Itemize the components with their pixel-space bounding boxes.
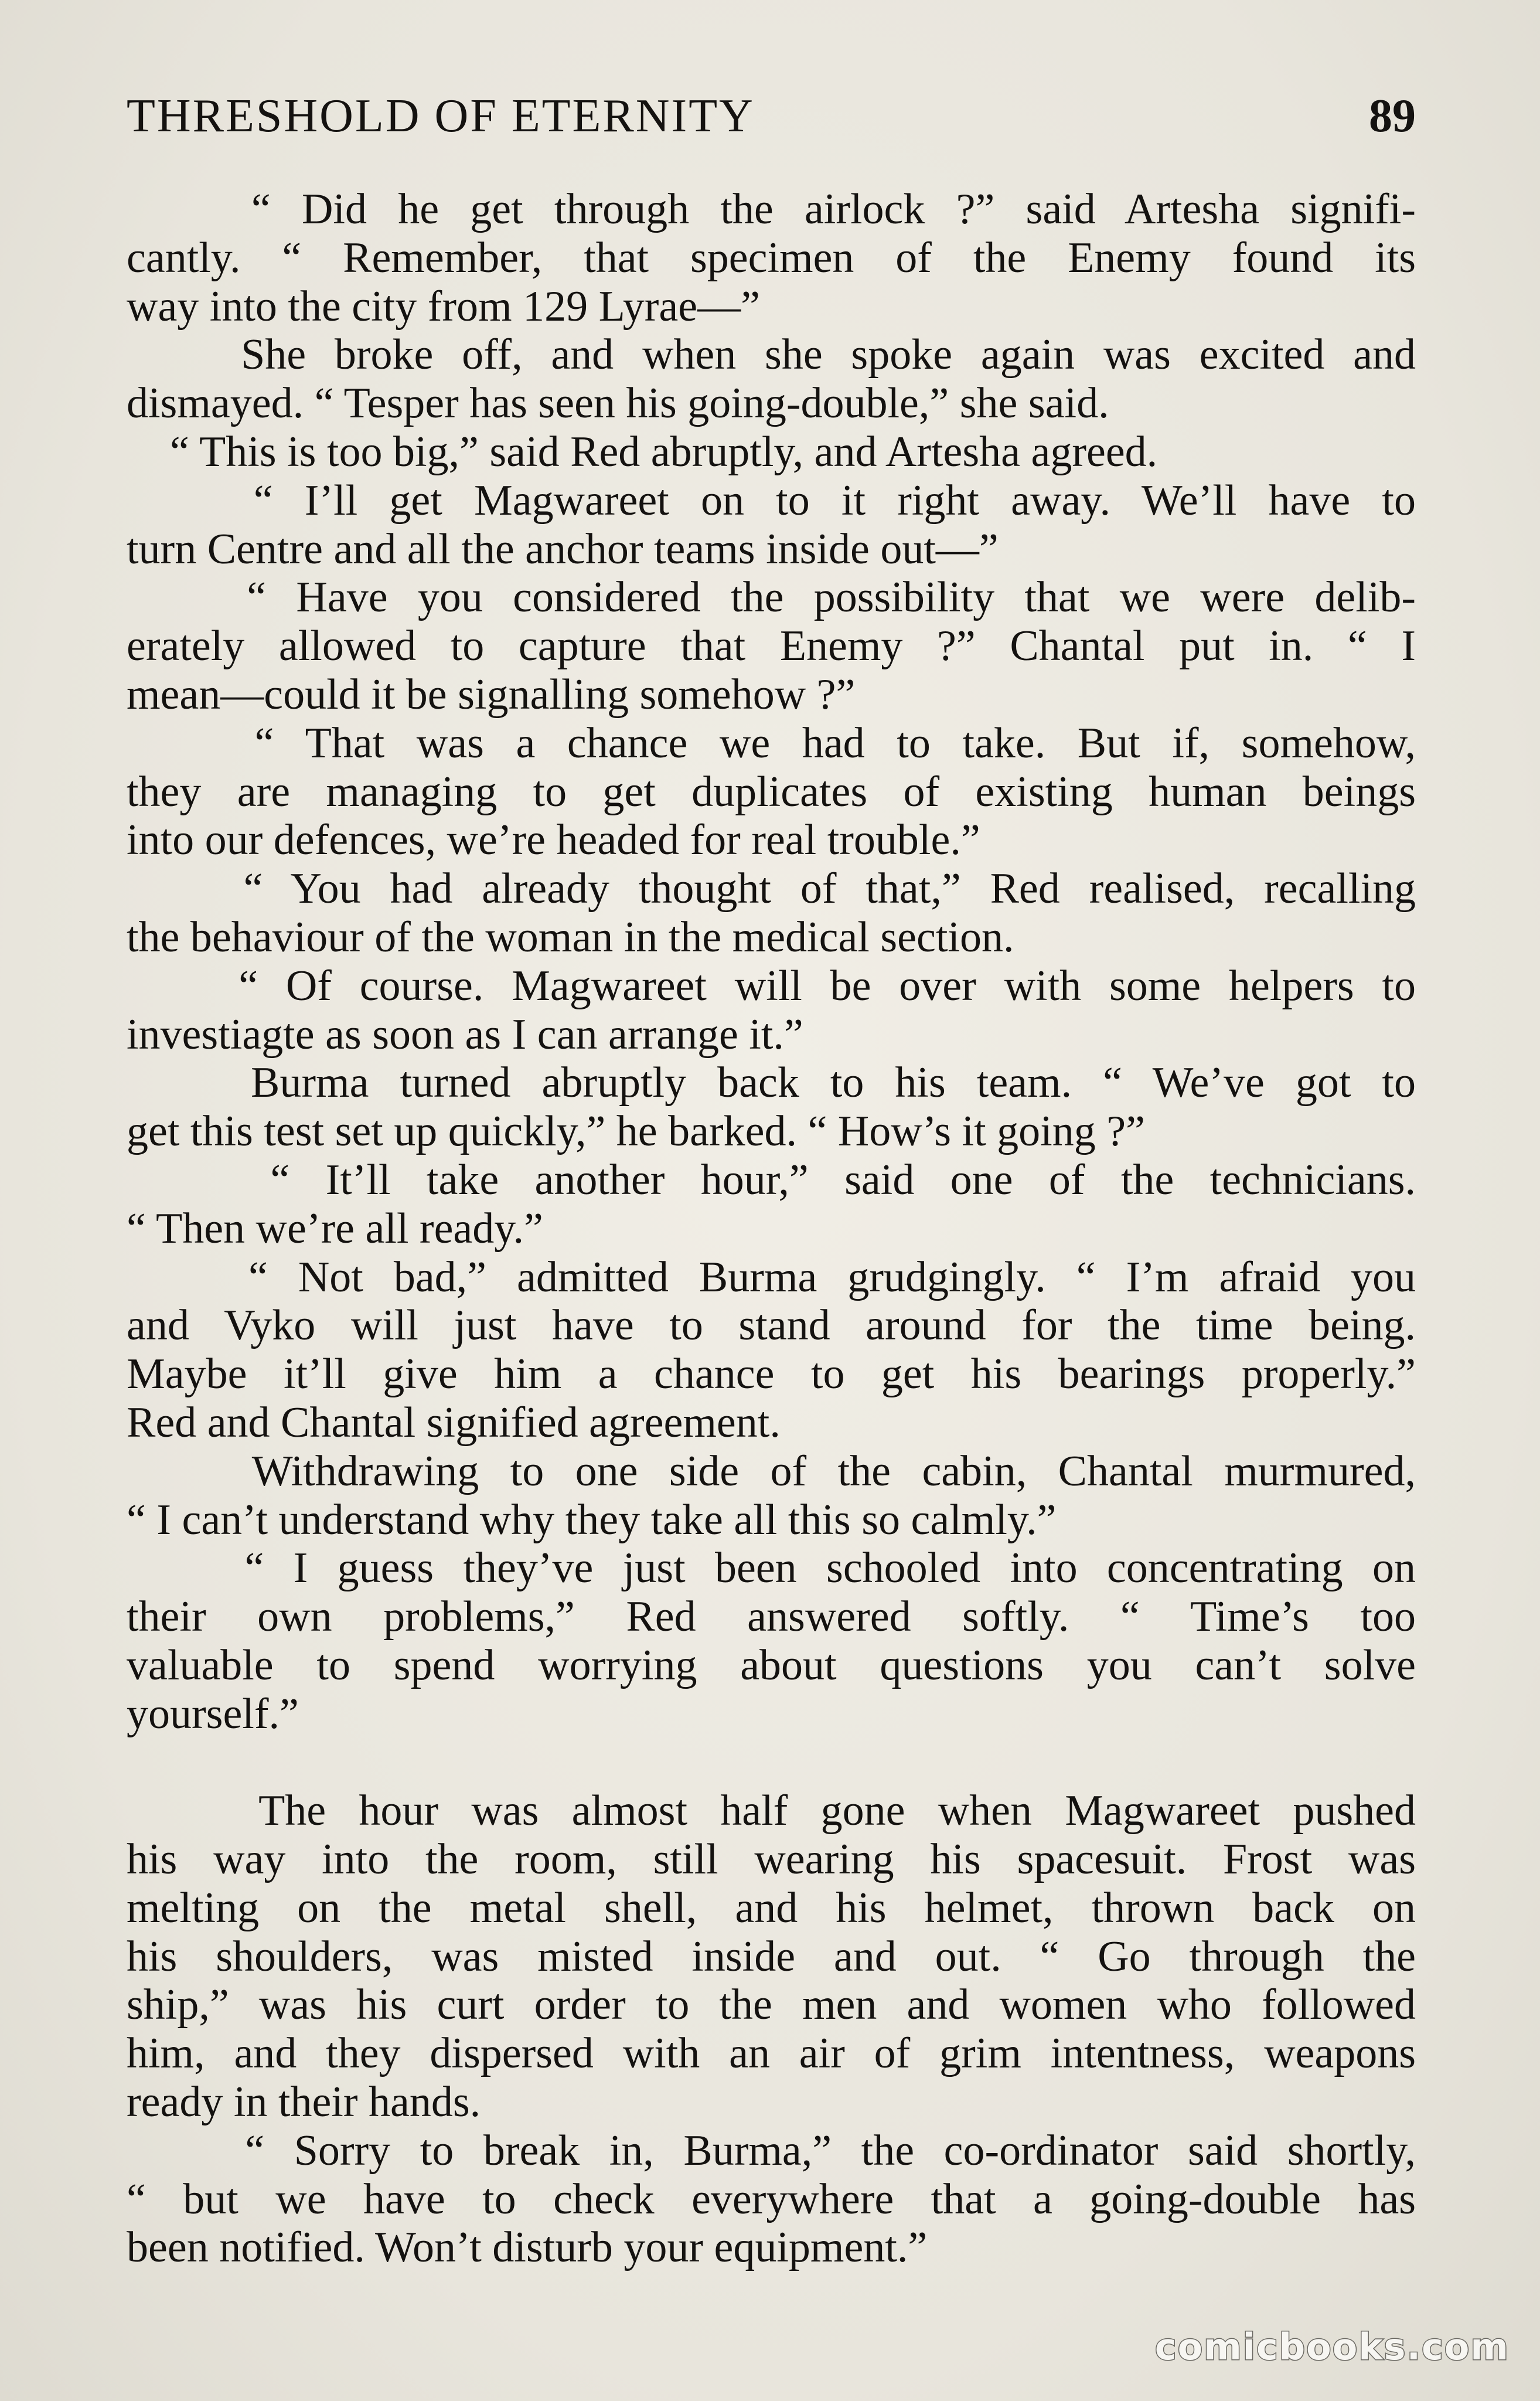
text-line: “ Not bad,” admitted Burma grudgingly. “ I’m afraid you	[127, 1253, 1416, 1301]
text-line: melting on the metal shell, and his helmet, thrown back on	[127, 1883, 1416, 1932]
text-line: “ That was a chance we had to take. But if, somehow,	[127, 719, 1416, 767]
text-line: and Vyko will just have to stand around for the time being.	[127, 1301, 1416, 1350]
text-line: valuable to spend worrying about questions you can’t solve	[127, 1641, 1416, 1689]
text-line: yourself.”	[127, 1689, 299, 1738]
watermark: comicbooks.com	[1154, 2325, 1510, 2368]
text-line: “ Of course. Magwareet will be over with some helpers to	[127, 961, 1416, 1010]
text-line: “ but we have to check everywhere that a going-double has	[127, 2175, 1416, 2223]
text-line: mean—could it be signalling somehow ?”	[127, 670, 856, 719]
running-title: THRESHOLD OF ETERNITY	[127, 90, 755, 142]
text-line: investiagte as soon as I can arrange it.”	[127, 1010, 803, 1059]
page-number: 89	[1369, 90, 1416, 142]
text-line: “ I can’t understand why they take all this so calmly.”	[127, 1495, 1057, 1544]
text-line: “ Then we’re all ready.”	[127, 1204, 543, 1253]
text-line: “ You had already thought of that,” Red realised, recalling	[127, 865, 1416, 913]
text-line: Withdrawing to one side of the cabin, Chantal murmured,	[127, 1447, 1416, 1495]
section-break	[127, 1739, 1416, 1787]
text-line: his shoulders, was misted inside and out. “ Go through the	[127, 1932, 1416, 1981]
text-line: his way into the room, still wearing his spacesuit. Frost was	[127, 1835, 1416, 1884]
text-line: into our defences, we’re headed for real trouble.”	[127, 816, 980, 865]
body-text	[127, 185, 1416, 2272]
text-line: the behaviour of the woman in the medical section.	[127, 913, 1014, 961]
text-line: they are managing to get duplicates of existing human beings	[127, 767, 1416, 816]
text-line: Red and Chantal signified agreement.	[127, 1398, 781, 1447]
text-line: The hour was almost half gone when Magwareet pushed	[127, 1787, 1416, 1835]
text-line: “ I guess they’ve just been schooled into concentrating on	[127, 1544, 1416, 1593]
text-line: him, and they dispersed with an air of grim intentness, weapons	[127, 2029, 1416, 2078]
page-header	[127, 87, 1416, 145]
text-line: She broke off, and when she spoke again was excited and	[127, 331, 1416, 379]
text-line: ship,” was his curt order to the men and women who followed	[127, 1981, 1416, 2029]
text-line: erately allowed to capture that Enemy ?” Chantal put in. “ I	[127, 622, 1416, 671]
text-line: “ Sorry to break in, Burma,” the co-ordinator said shortly,	[127, 2126, 1416, 2175]
text-line: “ I’ll get Magwareet on to it right away. We’ll have to	[127, 476, 1416, 525]
text-line: their own problems,” Red answered softly. “ Time’s too	[127, 1593, 1416, 1641]
text-line: ready in their hands.	[127, 2078, 481, 2127]
text-line: turn Centre and all the anchor teams inside out—”	[127, 525, 999, 573]
text-line: get this test set up quickly,” he barked. “ How’s it going ?”	[127, 1107, 1145, 1156]
text-line: “ Did he get through the airlock ?” said Artesha signifi-	[127, 185, 1416, 233]
text-line: dismayed. “ Tesper has seen his going-double,” she said.	[127, 379, 1109, 428]
text-line: way into the city from 129 Lyrae—”	[127, 282, 760, 331]
text-line: Maybe it’ll give him a chance to get his bearings properly.”	[127, 1350, 1416, 1399]
text-line: Burma turned abruptly back to his team. “ We’ve got to	[127, 1059, 1416, 1107]
text-line: “ This is too big,” said Red abruptly, and Artesha agreed.	[127, 427, 1158, 476]
text-line: “ Have you considered the possibility that we were delib-	[127, 573, 1416, 622]
text-line: cantly. “ Remember, that specimen of the Enemy found its	[127, 233, 1416, 282]
text-line: “ It’ll take another hour,” said one of the technicians.	[127, 1155, 1416, 1204]
text-line: been notified. Won’t disturb your equipment.”	[127, 2223, 928, 2272]
